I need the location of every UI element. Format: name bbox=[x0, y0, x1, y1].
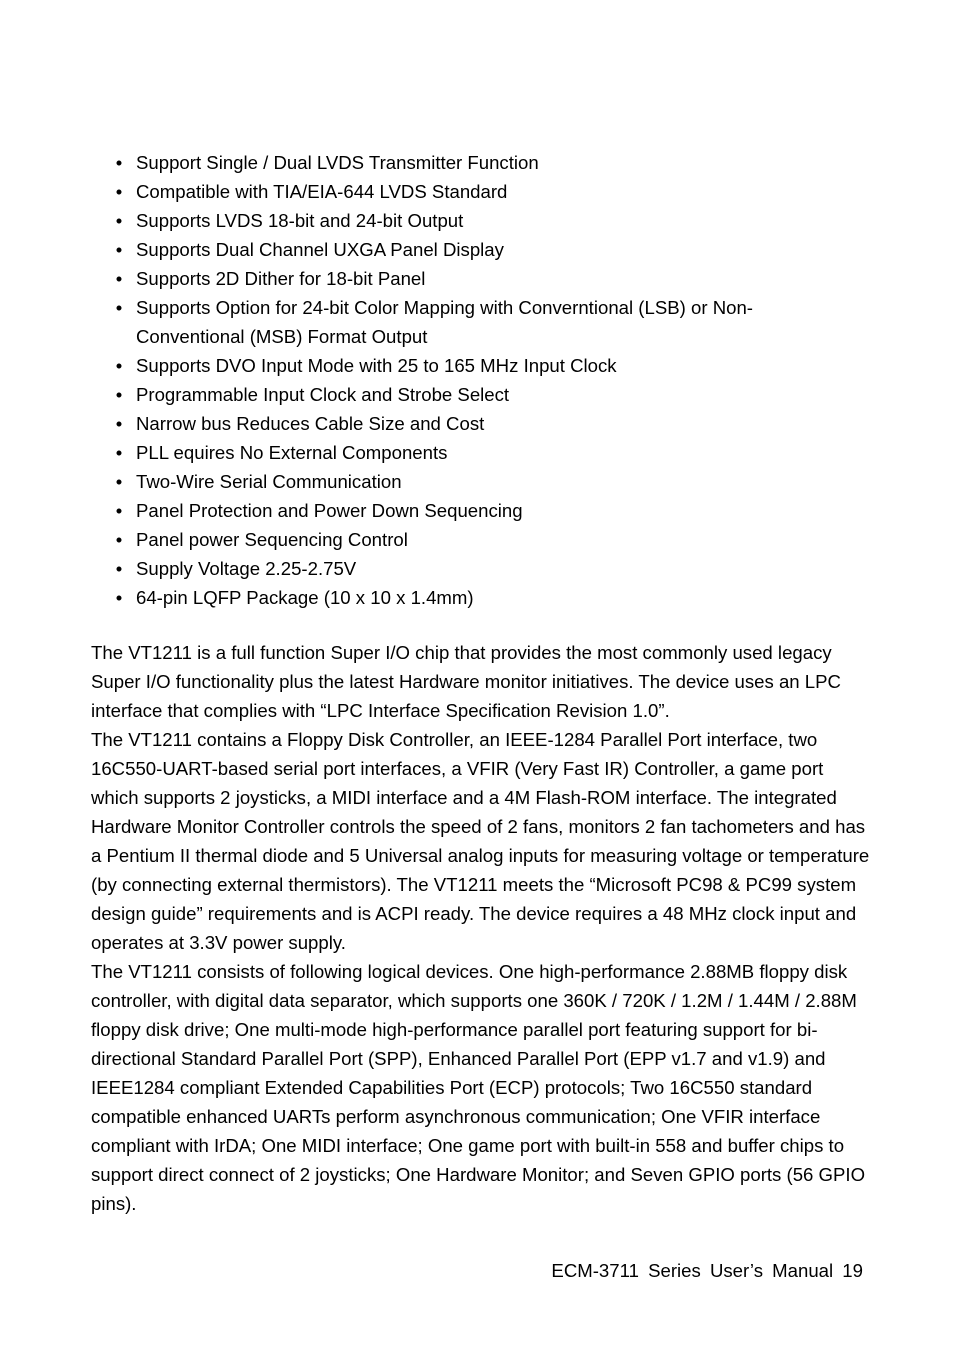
list-item bbox=[112, 235, 872, 264]
bullet-icon: • bbox=[115, 268, 123, 289]
bullet-icon: • bbox=[115, 239, 123, 260]
list-item bbox=[112, 467, 872, 496]
bullet-icon: • bbox=[115, 587, 123, 608]
bullet-text: Support Single / Dual LVDS Transmitter Function bbox=[136, 152, 539, 173]
bullet-text: 64-pin LQFP Package (10 x 10 x 1.4mm) bbox=[136, 587, 474, 608]
bullet-icon: • bbox=[115, 384, 123, 405]
list-item bbox=[112, 206, 872, 235]
bullet-icon: • bbox=[115, 152, 123, 173]
list-item bbox=[112, 409, 872, 438]
paragraph-logical-devices: The VT1211 consists of following logical devices. One high-performance 2.88MB floppy disk controller, with digital data separator, which supports one 360K / 720K / 1.2M / 1.44M / 2.88M floppy disk drive; One multi-mode high-performance parallel port featuring support for bi-directional Standard Parallel Port (SPP), Enhanced Parallel Port (EPP v1.7 and v1.9) and IEEE1284 compliant Extended Capabilities Port (ECP) protocols; Two 16C550 standard compatible enhanced UARTs perform asynchronous communication; One VFIR interface compliant with IrDA; One MIDI interface; One game port with built-in 558 and buffer chips to support direct connect of 2 joysticks; One Hardware Monitor; and Seven GPIO ports (56 GPIO pins). bbox=[91, 961, 866, 1214]
bullet-text: Supply Voltage 2.25-2.75V bbox=[136, 558, 357, 579]
bullet-text: Supports 2D Dither for 18-bit Panel bbox=[136, 268, 426, 289]
bullet-icon: • bbox=[115, 500, 123, 521]
bullet-icon: • bbox=[115, 471, 123, 492]
bullet-text: Panel power Sequencing Control bbox=[136, 529, 408, 550]
bullet-icon: • bbox=[115, 558, 123, 579]
body-text bbox=[91, 638, 871, 1218]
list-item bbox=[112, 583, 872, 612]
page-footer: ECM-3711 Series User’s Manual 19 bbox=[551, 1260, 863, 1281]
bullet-text: Supports LVDS 18-bit and 24-bit Output bbox=[136, 210, 464, 231]
paragraph-intro: The VT1211 is a full function Super I/O chip that provides the most commonly used legacy Super I/O functionality plus the latest Hardware monitor initiatives. The device uses an LPC interface that complies with “LPC Interface Specification Revision 1.0”. bbox=[91, 642, 841, 721]
bullet-text: Supports Dual Channel UXGA Panel Display bbox=[136, 239, 504, 260]
bullet-text: Compatible with TIA/EIA-644 LVDS Standard bbox=[136, 181, 508, 202]
bullet-text: Panel Protection and Power Down Sequencing bbox=[136, 500, 523, 521]
paragraph-features: The VT1211 contains a Floppy Disk Controller, an IEEE-1284 Parallel Port interface, two 16C550-UART-based serial port interfaces, a VFIR (Very Fast IR) Controller, a game port which supports 2 joysticks, a MIDI interface and a 4M Flash-ROM interface. The integrated Hardware Monitor Controller controls the speed of 2 fans, monitors 2 fan tachometers and has a Pentium II thermal diode and 5 Universal analog inputs for measuring voltage or temperature (by connecting external thermistors). The VT1211 meets the “Microsoft PC98 & PC99 system design guide” requirements and is ACPI ready. The device requires a 48 MHz clock input and operates at 3.3V power supply. bbox=[91, 729, 870, 953]
bullet-icon: • bbox=[115, 297, 123, 318]
bullet-icon: • bbox=[115, 442, 123, 463]
bullet-text: PLL equires No External Components bbox=[136, 442, 448, 463]
list-item bbox=[112, 554, 872, 583]
bullet-text: Supports DVO Input Mode with 25 to 165 MHz Input Clock bbox=[136, 355, 617, 376]
bullet-text: Narrow bus Reduces Cable Size and Cost bbox=[136, 413, 485, 434]
list-item bbox=[112, 380, 872, 409]
list-item bbox=[112, 148, 872, 177]
bullet-icon: • bbox=[115, 355, 123, 376]
bullet-text: Two-Wire Serial Communication bbox=[136, 471, 402, 492]
feature-bullet-list bbox=[112, 148, 872, 612]
bullet-icon: • bbox=[115, 210, 123, 231]
list-item bbox=[112, 438, 872, 467]
list-item bbox=[112, 177, 872, 206]
list-item bbox=[112, 264, 872, 293]
bullet-icon: • bbox=[115, 413, 123, 434]
bullet-text: Supports Option for 24-bit Color Mapping with Converntional (LSB) or Non-Conventional (MSB) Format Output bbox=[136, 297, 753, 347]
list-item bbox=[112, 351, 872, 380]
list-item bbox=[112, 293, 756, 351]
list-item bbox=[112, 525, 872, 554]
bullet-text: Programmable Input Clock and Strobe Select bbox=[136, 384, 510, 405]
bullet-icon: • bbox=[115, 181, 123, 202]
bullet-icon: • bbox=[115, 529, 123, 550]
list-item bbox=[112, 496, 872, 525]
